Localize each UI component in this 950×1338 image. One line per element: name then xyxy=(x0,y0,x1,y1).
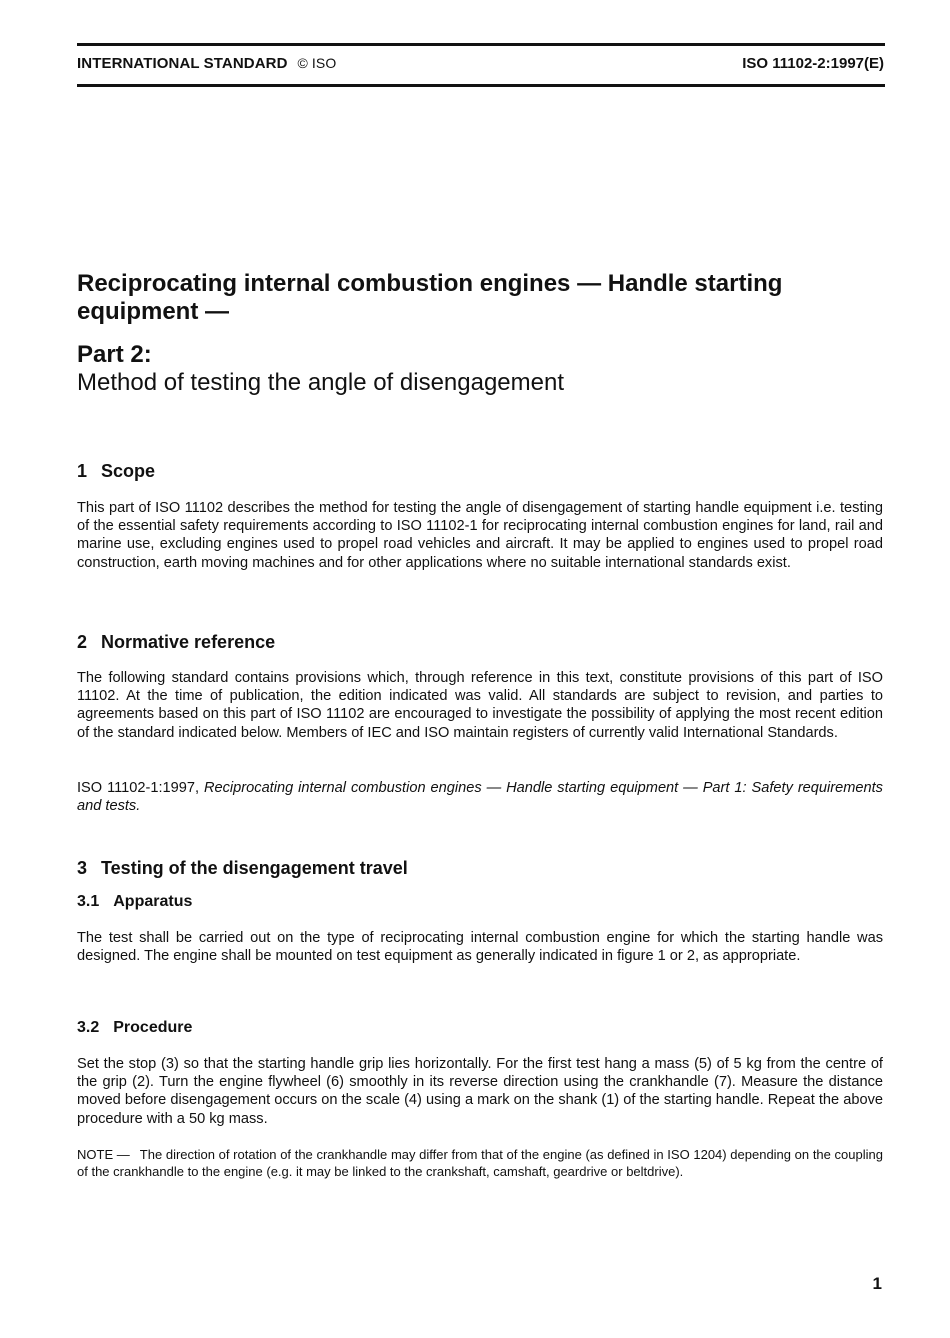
section-3-2-heading xyxy=(77,1019,192,1037)
section-number: 2 xyxy=(77,632,88,652)
page-number: 1 xyxy=(872,1274,882,1293)
section-3-1-heading xyxy=(77,893,192,911)
section-title: Testing of the disengagement travel xyxy=(101,858,408,878)
reference-id: ISO 11102-1:1997, xyxy=(77,780,200,796)
normative-reference-citation xyxy=(77,779,883,815)
document-title: Reciprocating internal combustion engines — Handle starting equipment — xyxy=(77,270,783,325)
section-title: Procedure xyxy=(113,1019,193,1036)
part-title: Method of testing the angle of disengagement xyxy=(77,369,565,396)
apparatus-paragraph: The test shall be carried out on the type of reciprocating internal combustion engine for which the starting handle was designed. The engine shall be mounted on test equipment as generally indicated in figure 1 or 2, as appropriate. xyxy=(77,930,883,965)
section-1-heading xyxy=(77,461,155,482)
header-copyright: © ISO xyxy=(297,55,337,71)
note-label: NOTE — xyxy=(77,1147,130,1162)
scope-paragraph: This part of ISO 11102 describes the method for testing the angle of disengagement of starting handle equipment i.e. testing of the essential safety requirements according to ISO 11102-1 for reciprocating internal combustion engines for land, rail and marine use, excluding engines used to propel road vehicles and aircraft. It may be applied to engines used to propel road construction, earth moving machines and for other applications where no suitable international standards exist. xyxy=(77,500,883,571)
section-number: 3.1 xyxy=(77,893,100,910)
header-rule-top xyxy=(77,43,885,46)
header-document-id: ISO 11102-2:1997(E) xyxy=(742,55,884,72)
section-number: 3.2 xyxy=(77,1019,100,1036)
procedure-note xyxy=(77,1146,883,1180)
part-number: Part 2: xyxy=(77,341,152,368)
section-2-heading xyxy=(77,632,275,653)
section-3-heading xyxy=(77,858,408,879)
section-number: 3 xyxy=(77,858,88,878)
header-left xyxy=(77,55,336,72)
reference-title: Reciprocating internal combustion engines — Handle starting equipment — Part 1: Safety requirements and tests. xyxy=(77,780,883,815)
note-text: The direction of rotation of the crankhandle may differ from that of the engine (as defined in ISO 1204) depending on the coupling of the crankhandle to the engine (e.g. it may be linked to the crankshaft, camshaft, geardrive or beltdrive). xyxy=(77,1147,883,1179)
procedure-paragraph: Set the stop (3) so that the starting handle grip lies horizontally. For the first test hang a mass (5) of 5 kg from the centre of the grip (2). Turn the engine flywheel (6) smoothly in its reverse direction using the crankhandle (7). Measure the distance moved before disengagement occurs on the scale (4) using a mark on the shank (1) of the starting handle. Repeat the above procedure with a 50 kg mass. xyxy=(77,1056,883,1127)
normative-reference-paragraph: The following standard contains provisions which, through reference in this text, constitute provisions of this part of ISO 11102. At the time of publication, the edition indicated was valid. All standards are subject to revision, and parties to agreements based on this part of ISO 11102 are encouraged to investigate the possibility of applying the most recent edition of the standard indicated below. Members of IEC and ISO maintain registers of currently valid International Standards. xyxy=(77,670,883,741)
section-number: 1 xyxy=(77,461,88,481)
header-rule-bottom xyxy=(77,84,885,87)
section-title: Scope xyxy=(101,461,156,481)
header-standard-label: INTERNATIONAL STANDARD xyxy=(77,55,288,72)
section-title: Apparatus xyxy=(113,893,193,910)
section-title: Normative reference xyxy=(101,632,276,652)
